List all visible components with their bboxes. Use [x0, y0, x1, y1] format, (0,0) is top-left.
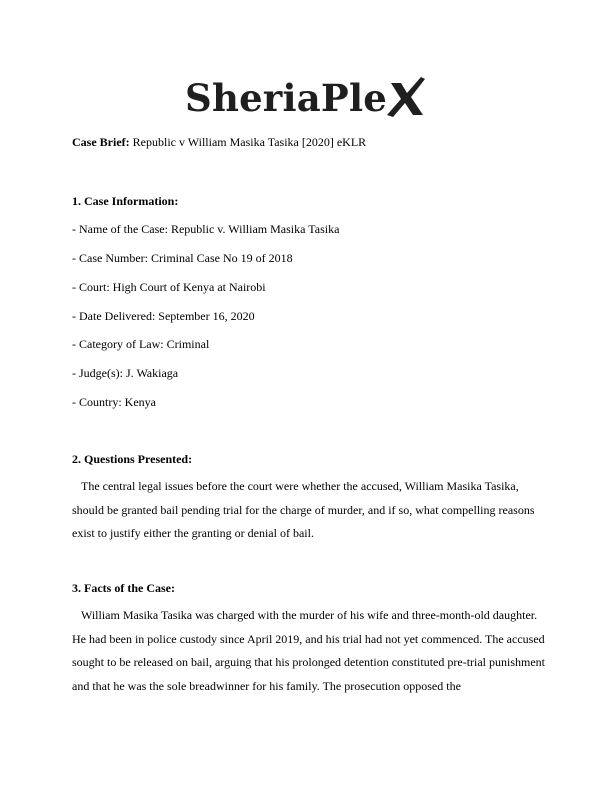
questions-presented-text: The central legal issues before the court were whether the accused, William Masika Tasika, should be granted bail pending trial for the charge of murder, and if so, what compelling reasons exist to justify either the granting or denial of bail. — [72, 479, 535, 540]
case-brief-line — [72, 134, 366, 150]
info-item-judges: - Judge(s): J. Wakiaga — [72, 366, 179, 380]
info-item-case-name: - Name of the Case: Republic v. William Masika Tasika — [72, 222, 340, 236]
sheriaplex-logo — [0, 68, 612, 124]
info-item-court: - Court: High Court of Kenya at Nairobi — [72, 280, 266, 294]
facts-heading: 3. Facts of the Case: — [72, 581, 175, 595]
case-information-heading: 1. Case Information: — [72, 194, 179, 208]
facts-text: William Masika Tasika was charged with the murder of his wife and three-month-old daughter. He had been in police custody since April 2019, and his trial had not yet commenced. The accused sought to be released on bail, arguing that his prolonged detention constituted pre-trial punishment and that he was the sole breadwinner for his family. The prosecution opposed the — [72, 608, 546, 693]
info-item-country: - Country: Kenya — [72, 395, 156, 409]
questions-presented-heading: 2. Questions Presented: — [72, 452, 193, 466]
info-item-category: - Category of Law: Criminal — [72, 337, 210, 351]
info-item-date-delivered: - Date Delivered: September 16, 2020 — [72, 309, 255, 323]
logo-text: SheriaPle — [185, 76, 387, 120]
case-brief-title: Republic v William Masika Tasika [2020] eKLR — [132, 135, 367, 149]
logo-wordmark — [185, 75, 427, 120]
case-brief-label: Case Brief: — [72, 135, 130, 149]
logo-x-mark-icon — [385, 75, 427, 119]
info-item-case-number: - Case Number: Criminal Case No 19 of 2018 — [72, 251, 293, 265]
